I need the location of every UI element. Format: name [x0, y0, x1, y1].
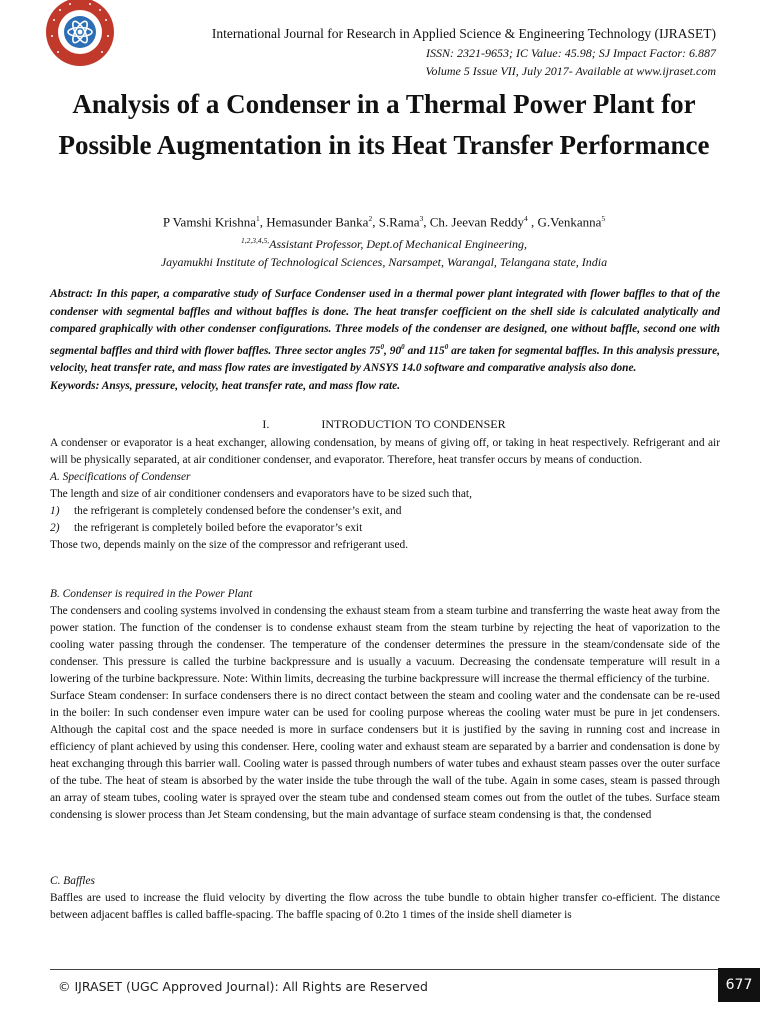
affiliation [0, 232, 768, 271]
list-text: the refrigerant is completely boiled before the evaporator’s exit [74, 522, 363, 534]
subsection-c-heading: C. Baffles [50, 875, 95, 887]
paper-title: Analysis of a Condenser in a Thermal Power Plant for Possible Augmentation in its Heat Transfer Performance [58, 89, 710, 160]
subsection-b-heading: B. Condenser is required in the Power Plant [50, 588, 253, 600]
author-name: Hemasunder Banka [266, 214, 369, 230]
section-body [50, 435, 720, 554]
author-name: P Vamshi Krishna [162, 214, 257, 230]
author-name: S.Rama [378, 214, 420, 230]
section-title: INTRODUCTION TO CONDENSER [321, 417, 506, 431]
author-list: P Vamshi Krishna$^1$, Hemasunder Banka$^2$, S.Rama$^3$, Ch. Jeevan Reddy$^4$ , G.Venkanna$^5$ [162, 214, 606, 230]
degree-sup: 0 [401, 342, 405, 351]
abstract-text: are taken for segmental baffles. In this analysis pressure, velocity, heat transfer rate, and mass flow rates are investigated by ANSYS 14.0 software and comparative analysis also done. [50, 344, 720, 375]
subsection-b-paragraph-2: Surface Steam condenser: In surface condensers there is no direct contact between the steam and cooling water and the condensate can be re-used in the boiler: In such condenser even impure water can be used for cooling purpose whereas the cooling water must be pure in jet condensers. Although the capital cost and the space needed is more in surface condensers but it is justified by the saving in running cost and increase in efficiency of plant achieved by using this condenser. Here, cooling water and exhaust steam are separated by a barrier and condensation is done by heat exchanging through this barrier wall. Cooling water is passed through numbers of water tubes and exhaust steam passes over the outer surface of the tube. The heat of steam is absorbed by the water inside the tube through the wall of the tube. Again in some cases, steam is passed through an array of steam tubes, cooling water is sprayed over the steam tube and condensed steam comes out from the outlet of the tubes. Surface steam condensing is slower process than Jet Steam condensing, but the main advantage of surface steam condensing is that, the condensed [50, 690, 720, 821]
abstract-text: Abstract: In this paper, a comparative study of Surface Condenser used in a thermal power plant integrated with flower baffles to that of the condenser with segmental baffles and without baffles is done. The heat transfer coefficient on the shell side is calculated analytically and compared graphically with other condenser configurations. Three models of the condenser are designed, one without baffle, second one with segmental baffles and third with flower baffles. Three sector angles 75 [50, 288, 720, 357]
subsection-c-text: Baffles are used to increase the fluid velocity by diverting the flow across the tube bundle to obtain higher transfer co-efficient. The distance between adjacent baffles is called baffle-spacing. The baffle spacing of 0.2to 1 times of the inside shell diameter is [50, 892, 720, 921]
affiliation-institute: Jayamukhi Institute of Technological Sciences, Narsampet, Warangal, Telangana state, India [160, 255, 608, 269]
journal-logo [30, 0, 130, 80]
author-sup: 3 [419, 214, 424, 223]
author-sup: 5 [601, 214, 606, 223]
intro-paragraph: A condenser or evaporator is a heat exchanger, allowing condensation, by means of giving off, or taking in heat respectively. Refrigerant and air will be physically separated, at air conditioner condenser, and evaporator. Therefore, heat transfer occurs by means of conduction. [50, 437, 720, 466]
volume-line: Volume 5 Issue VII, July 2017- Available at www.ijraset.com [425, 64, 716, 78]
list-marker: 2) [50, 522, 60, 534]
affiliation-sup: 1,2,3,4,5, [241, 236, 270, 245]
journal-name: International Journal for Research in Applied Science & Engineering Technology (IJRASET) [211, 26, 716, 41]
subsection-c [50, 873, 720, 924]
list-text: the refrigerant is completely condensed before the condenser’s exit, and [74, 505, 402, 517]
list-marker: 1) [50, 505, 60, 517]
degree-sup: 0 [380, 342, 384, 351]
section-number: I. [262, 417, 270, 431]
list-item [50, 503, 720, 520]
subsection-b [50, 586, 720, 824]
degree-sup: 0 [444, 342, 449, 351]
subsection-a-heading: A. Specifications of Condenser [50, 471, 191, 483]
subsection-a-after: Those two, depends mainly on the size of the compressor and refrigerant used. [50, 539, 409, 551]
page-number: 677 [718, 968, 760, 1002]
author-sup: 1 [256, 214, 260, 223]
abstract-text: and 115 [404, 344, 445, 357]
author-sup: 2 [368, 214, 373, 223]
section-heading [0, 417, 768, 432]
issn-line: ISSN: 2321-9653; IC Value: 45.98; SJ Impact Factor: 6.887 [426, 46, 716, 60]
abstract [50, 286, 720, 395]
footer-copyright: © IJRASET (UGC Approved Journal): All Rights are Reserved [58, 979, 428, 994]
keywords: Keywords: Ansys, pressure, velocity, heat transfer rate, and mass flow rate. [50, 379, 401, 392]
subsection-a-text: The length and size of air conditioner condensers and evaporators have to be sized such that, [50, 488, 472, 500]
author-sup: 4 [523, 214, 528, 223]
list-item [50, 520, 720, 537]
subsection-b-paragraph-1: The condensers and cooling systems involved in condensing the exhaust steam from a steam turbine and transferring the waste heat away from the power station. The function of the condenser is to condense exhaust steam from the steam turbine by rejecting the heat of vaporization to the cooling water passing through the condenser. The temperature of the condenser determines the pressure in the steam/condensate side of the condenser. This pressure is called the turbine backpressure and is usually a vacuum. Decreasing the condensate temperature will result in a lowering of the turbine backpressure. Note: Within limits, decreasing the turbine backpressure will increase the thermal efficiency of the turbine. [50, 605, 720, 685]
author-name: Ch. Jeevan Reddy [429, 214, 524, 230]
author-name: G.Venkanna [537, 214, 602, 230]
abstract-text: , 90 [383, 344, 402, 357]
affiliation-role: Assistant Professor, Dept.of Mechanical Engineering, [269, 237, 527, 251]
footer-divider [50, 969, 718, 970]
